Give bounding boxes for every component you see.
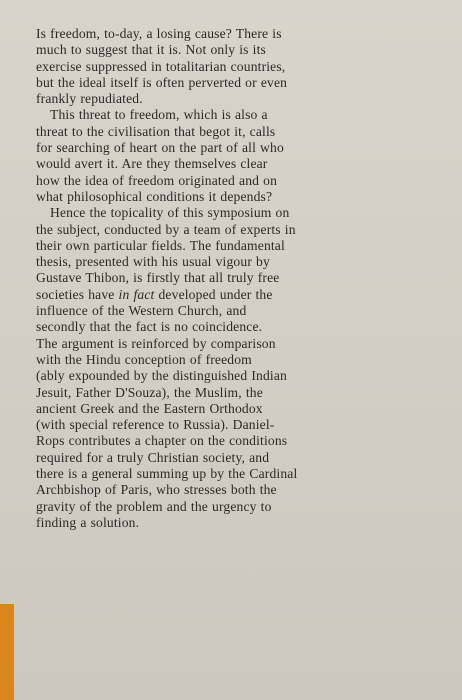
paragraph-1 [36,26,396,107]
text-line: what philosophical conditions it depends? [36,188,273,204]
text-line: but the ideal itself is often perverted or even [36,74,288,90]
text-line: their own particular fields. The fundamental [36,237,285,253]
text-line: exercise suppressed in totalitarian countries, [36,58,286,74]
text-line: required for a truly Christian society, and [36,449,270,465]
text-line: threat to the civilisation that begot it, calls [36,123,276,139]
text-line: for searching of heart on the part of all who [36,140,284,156]
text-line: influence of the Western Church, and [36,303,247,319]
text-line: the subject, conducted by a team of experts in [36,221,296,237]
paragraph-2 [36,107,396,205]
text-line: how the idea of freedom originated and on [36,172,278,188]
text-line: frankly repudiated. [36,91,143,107]
text-line: much to suggest that it is. Not only is its [36,42,266,58]
cover-edge-strip [0,604,14,700]
text-line: ancient Greek and the Eastern Orthodox [36,400,263,416]
text-line: Is freedom, to-day, a losing cause? There is [36,26,282,41]
text-line-with-italic [36,287,396,303]
text-line: with the Hindu conception of freedom [36,351,252,367]
text-line: Gustave Thibon, is firstly that all truly free [36,270,280,286]
text-segment: societies have [36,286,119,302]
paragraph-3 [36,205,396,531]
text-line: (with special reference to Russia). Daniel- [36,417,275,433]
text-line: finding a solution. [36,514,140,530]
text-line: The argument is reinforced by comparison [36,335,276,351]
text-line: Rops contributes a chapter on the conditions [36,433,288,449]
text-line: Jesuit, Father D'Souza), the Muslim, the [36,384,263,400]
text-line: Archbishop of Paris, who stresses both the [36,482,277,498]
text-line: there is a general summing up by the Cardinal [36,466,298,482]
blurb-text [36,26,396,531]
text-line: (ably expounded by the distinguished Indian [36,368,287,384]
text-line: Hence the topicality of this symposium on [50,205,290,221]
italic-emphasis: in fact [118,286,155,302]
text-line: gravity of the problem and the urgency to [36,498,272,514]
text-line: thesis, presented with his usual vigour by [36,254,270,270]
text-line: secondly that the fact is no coincidence. [36,319,263,335]
text-line: This threat to freedom, which is also a [50,107,268,123]
text-segment: developed under the [154,286,273,302]
text-line: would avert it. Are they themselves clear [36,156,268,172]
